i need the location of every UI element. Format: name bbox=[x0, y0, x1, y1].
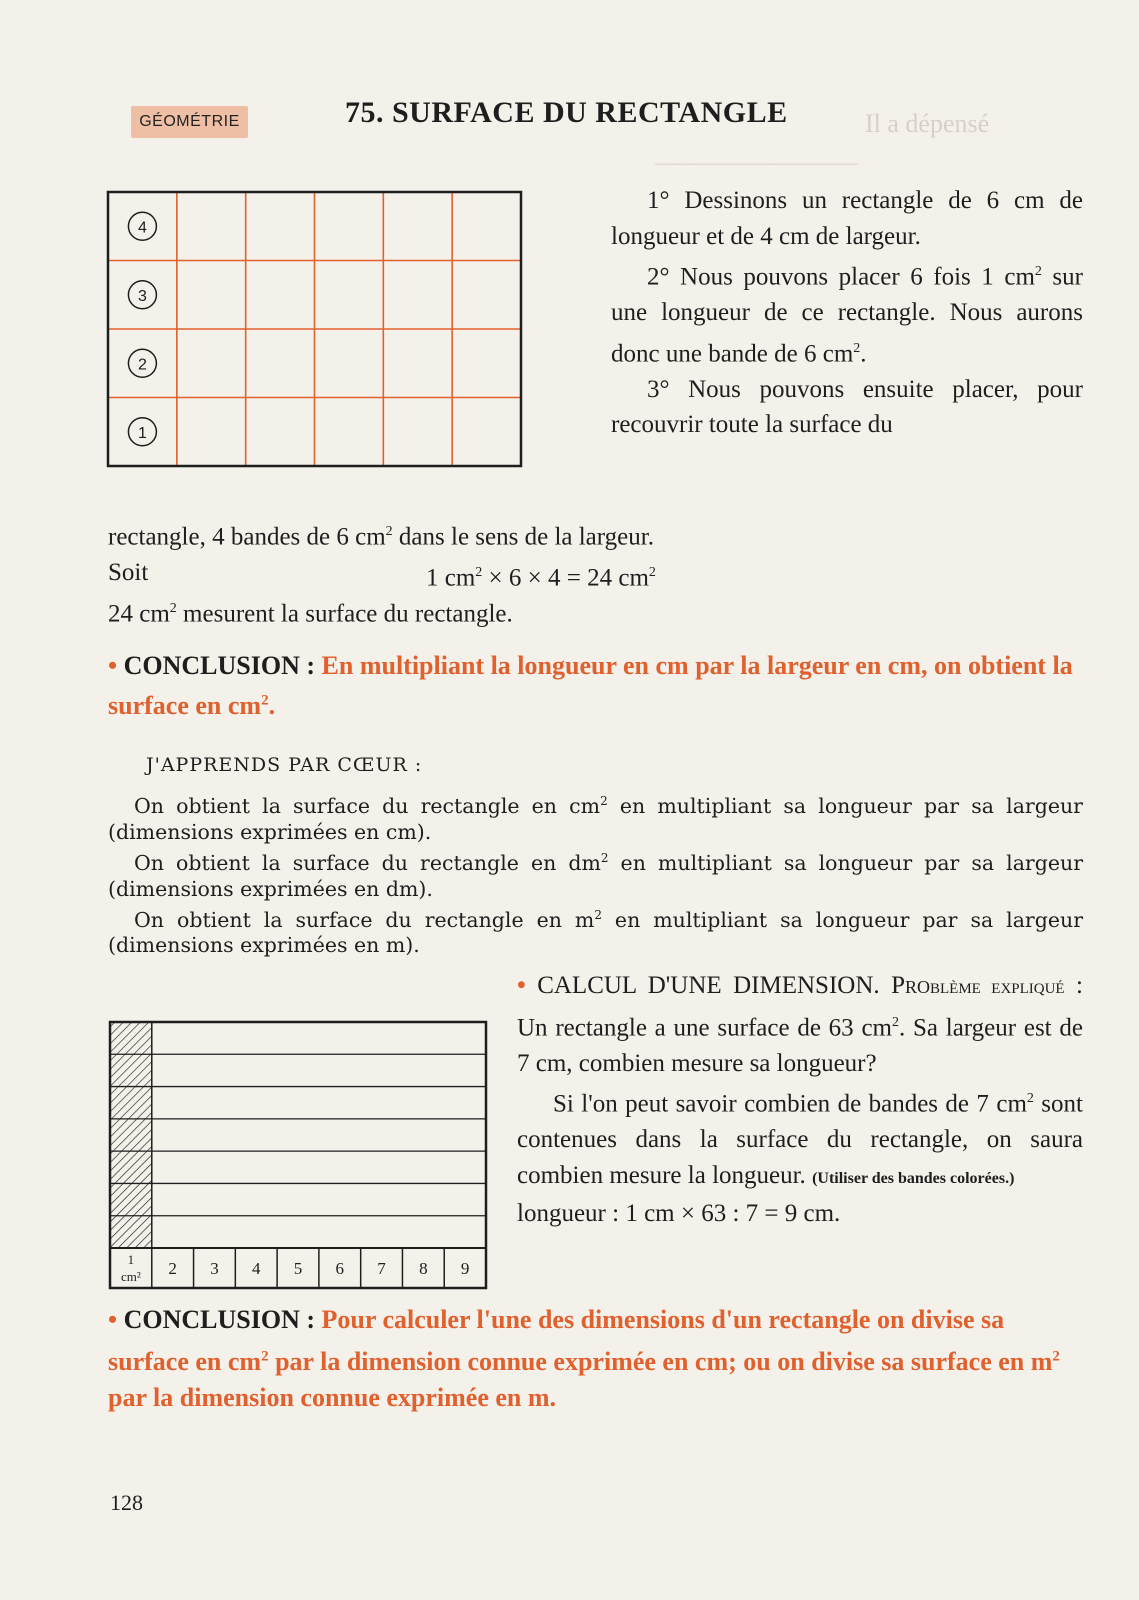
conclusion-2-label: CONCLUSION : bbox=[123, 1305, 316, 1334]
memo-rule-cm: On obtient la surface du rectangle en $cm^2$ en multipliant sa longueur par sa largeur (dimensions exprimées en cm). bbox=[108, 793, 1083, 844]
conclusion-2-text: Pour calculer l'une des dimensions d'un rectangle on divise sa surface en $cm^2$ par la dimension connue exprimée en cm; ou on divise sa surface en $m^2$ par la dimension connue exprimée en m. bbox=[108, 1305, 1060, 1412]
strip-cell-label: 4 bbox=[251, 1259, 261, 1278]
conclusion-1-label: CONCLUSION : bbox=[123, 651, 316, 680]
intro-formula-line bbox=[108, 555, 1083, 591]
hatched-column bbox=[110, 1022, 152, 1248]
problem-note: (Utiliser des bandes colorées.) bbox=[812, 1169, 1015, 1187]
strip-cell-label: 7 bbox=[377, 1259, 386, 1278]
problem-reasoning: Si l'on peut savoir combien de bandes de 7 $cm^2$ sont contenues dans la surface du rectangle, on saura combien mesure la longueur. (Utiliser des bandes colorées.) bbox=[517, 1090, 1083, 1189]
strip-figure bbox=[108, 1020, 488, 1290]
strip-cell-label: 3 bbox=[210, 1259, 219, 1278]
section-tag: GÉOMÉTRIE bbox=[131, 106, 248, 138]
intro-step-3-cont: rectangle, 4 bandes de 6 $cm^2$ dans le sens de la largeur. bbox=[108, 523, 654, 551]
bullet-icon: • bbox=[517, 972, 538, 999]
strip-cell-label: 9 bbox=[460, 1259, 470, 1278]
intro-step-1: 1° Dessinons un rectangle de 6 cm de longueur et de 4 cm de largeur. bbox=[611, 187, 1083, 250]
intro-right-column bbox=[611, 183, 1083, 443]
intro-step-3: 3° Nous pouvons ensuite placer, pour recouvrir toute la surface du bbox=[611, 375, 1083, 439]
bullet-icon: • bbox=[108, 1305, 124, 1334]
conclusion-1-text: En multipliant la longueur en cm par la largeur en cm, on obtient la surface en $cm^2$. bbox=[108, 651, 1073, 721]
problem-section bbox=[517, 968, 1083, 1232]
rectangle-grid-figure bbox=[106, 190, 523, 468]
strip-cell-label: 8 bbox=[419, 1259, 428, 1278]
page-number: 128 bbox=[110, 1490, 143, 1515]
strip-cell-label: 2 bbox=[168, 1259, 177, 1278]
conclusion-2 bbox=[108, 1302, 1083, 1416]
strip-cell-label: 6 bbox=[335, 1259, 345, 1278]
memo-section bbox=[108, 752, 1083, 958]
memo-rule-dm: On obtient la surface du rectangle en $dm^2$ en multipliant sa longueur par sa largeur (dimensions exprimées en dm). bbox=[108, 850, 1083, 901]
soit-label: Soit bbox=[108, 558, 149, 586]
strip-cell-label: cm² bbox=[120, 1269, 141, 1284]
row-number-label: 2 bbox=[137, 356, 147, 374]
row-number-label: 3 bbox=[137, 287, 147, 305]
intro-step-2: 2° Nous pouvons placer 6 fois 1 $cm^2$ sur une longueur de ce rectangle. Nous aurons donc une bande de 6 $cm^2$. bbox=[611, 263, 1083, 368]
intro-full-width bbox=[108, 514, 1083, 631]
memo-rule-m: On obtient la surface du rectangle en $m^2$ en multipliant sa longueur par sa largeur (dimensions exprimées en m). bbox=[108, 907, 1083, 958]
intro-formula: 1 $cm^2 \times 6 \times 4 = 24$ $cm^2$ bbox=[426, 564, 656, 592]
strip-cell-label: 5 bbox=[293, 1259, 303, 1278]
problem-heading: • CALCUL D'UNE DIMENSION. Problème expliqué : Un rectangle a une surface de 63 $cm^2$. Sa largeur est de 7 cm, combien mesure sa longueur? bbox=[517, 972, 1084, 1077]
row-number-label: 4 bbox=[137, 219, 147, 237]
conclusion-1 bbox=[108, 648, 1083, 724]
strip-cell-label: 1 bbox=[127, 1252, 135, 1267]
intro-result: 24 $cm^2$ mesurent la surface du rectangle. bbox=[108, 599, 513, 627]
bullet-icon: • bbox=[108, 651, 124, 680]
row-number-label: 1 bbox=[137, 424, 147, 442]
memo-heading: J'APPRENDS PAR CŒUR : bbox=[146, 754, 423, 776]
page-title: 75. SURFACE DU RECTANGLE bbox=[345, 96, 788, 129]
problem-formula: longueur : 1 cm × 63 : 7 = 9 cm. bbox=[517, 1200, 841, 1228]
